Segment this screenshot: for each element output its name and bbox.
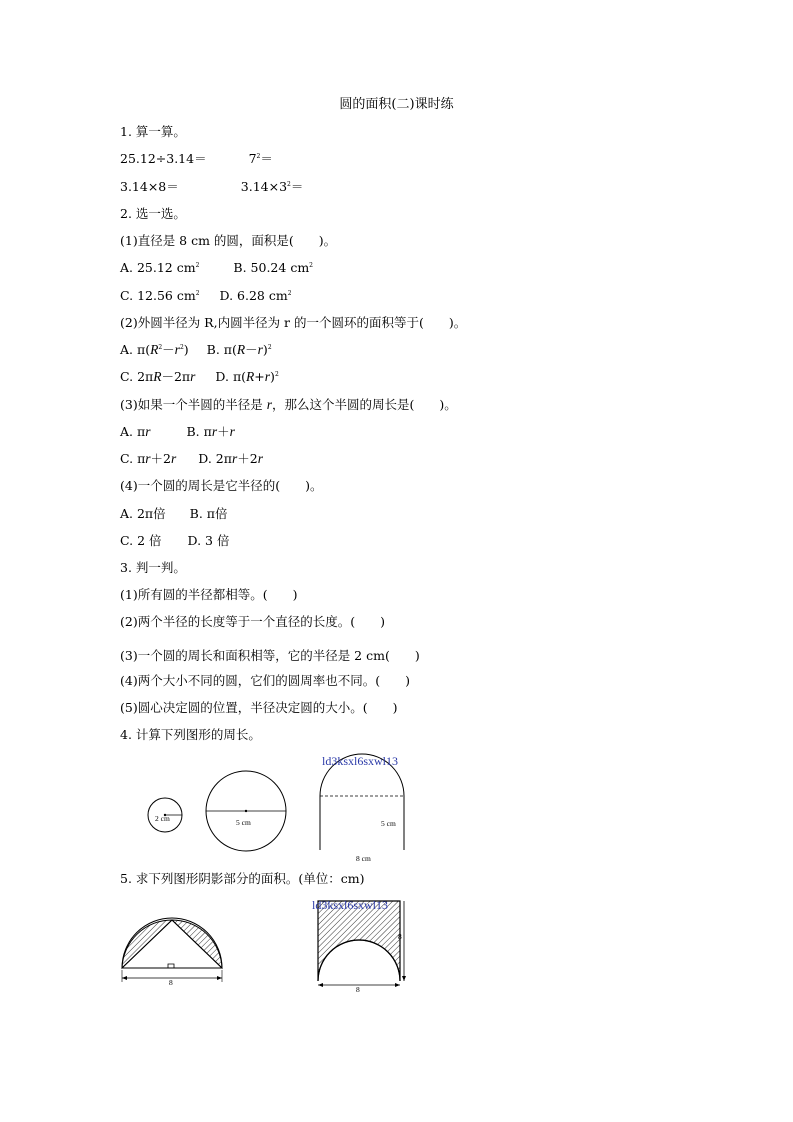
q3-item-1: (1)所有圆的半径都相等。( ): [120, 587, 298, 602]
q2-3-options-cd: [120, 451, 263, 467]
q2-4-question: (4)一个圆的周长是它半径的( )。: [120, 478, 323, 493]
q1-calc-b-equals: ＝: [260, 151, 273, 166]
q2-1-options-ab: A. 25.12 $cm^2$ B. 50.24 $cm^2$: [120, 260, 313, 275]
q2-4-option-c: C. 2 倍: [120, 533, 162, 548]
q2-3-options-ab: [120, 424, 235, 440]
q3-item-3: (3)一个圆的周长和面积相等，它的半径是 2 cm( ): [120, 648, 420, 663]
q2-2-option-d: D. $\pi(R+r)^2$: [215, 369, 279, 384]
q5-fig1-width-label: 8: [169, 978, 173, 987]
q2-2-question: (2)外圆半径为 R,内圆半径为 r 的一个圆环的面积等于( )。: [120, 315, 467, 330]
q4-heading: 4. 计算下列图形的周长。: [120, 727, 261, 742]
q1-calc-b-base: 7: [248, 151, 257, 166]
q4-fig3-width-label: 8 cm: [356, 854, 371, 863]
q2-4-options-ab: [120, 506, 228, 522]
q2-3-option-d: D. 2πr＋2r: [198, 451, 263, 466]
q3-item-4: (4)两个大小不同的圆，它们的圆周率也不同。( ): [120, 673, 410, 688]
q2-4-options-cd: [120, 533, 229, 549]
q2-3-option-a: A. πr: [120, 424, 151, 439]
q4-figure-large-circle: [200, 765, 292, 857]
q3-item-5: (5)圆心决定圆的位置，半径决定圆的大小。( ): [120, 700, 398, 715]
q1-calc-a: 25.12÷3.14＝: [120, 151, 207, 166]
q5-fig2-watermark: ld3ksxl6sxwl13: [312, 898, 389, 912]
q2-4-option-a: A. 2π倍: [120, 506, 166, 521]
q2-2-options-ab: [120, 342, 272, 358]
q2-2-option-c: C. 2πR－2πr: [120, 369, 196, 384]
q1-calc-d-equals: ＝: [290, 179, 304, 194]
q2-3-question: (3)如果一个半圆的半径是 r，那么这个半圆的周长是( )。: [120, 397, 457, 412]
q5-heading: 5. 求下列图形阴影部分的面积。(单位：cm): [120, 871, 365, 886]
q1-heading: 1. 算一算。: [120, 124, 186, 139]
q3-heading: 3. 判一判。: [120, 560, 186, 575]
q2-1-option-a: A. 25.12 cm: [120, 260, 196, 275]
q2-1-option-d: D. 6.28 cm: [219, 288, 288, 303]
q4-fig1-radius-label: 2 cm: [155, 814, 170, 823]
q1-calc-row-1: [120, 151, 273, 167]
page-title: 圆的面积(二)课时练: [339, 97, 454, 112]
q5-figure-semicircle: [112, 912, 232, 992]
q2-2-options-cd: [120, 369, 279, 385]
q1-calc-c: 3.14×8＝: [120, 179, 179, 194]
q1-calc-row-2: [120, 179, 303, 195]
q1-calc-d-exponent: 2: [287, 181, 291, 188]
q2-1-option-b: B. 50.24 cm: [233, 260, 310, 275]
q2-1-question: (1)直径是 8 cm 的圆，面积是( )。: [120, 233, 337, 248]
q2-2-option-a: A. $\pi(R^2-r^2)$: [120, 342, 189, 357]
q5-figure-square-arch: [310, 893, 415, 993]
q1-calc-d: 3.14×3: [240, 179, 288, 194]
q4-fig3-watermark: ld3ksxl6sxwl13: [322, 754, 399, 768]
q2-4-option-b: B. π倍: [189, 506, 228, 521]
q3-item-2: (2)两个半径的长度等于一个直径的长度。( ): [120, 614, 385, 629]
q2-3-option-c: C. πr＋2r: [120, 451, 177, 466]
q2-4-option-d: D. 3 倍: [187, 533, 230, 548]
q2-1-option-c: C. 12.56 cm: [120, 288, 196, 303]
q4-fig3-height-label: 5 cm: [381, 819, 396, 828]
q2-heading: 2. 选一选。: [120, 206, 186, 221]
q5-fig2-height-label: 8: [398, 932, 402, 941]
q2-3-option-b: B. πr＋r: [186, 424, 235, 439]
q4-figure-arch: [312, 750, 412, 865]
q5-fig2-width-label: 8: [356, 985, 360, 993]
q2-1-options-cd: C. 12.56 $cm^2$ D. 6.28 $cm^2$: [120, 288, 292, 303]
q4-figure-small-circle: [140, 790, 190, 840]
q1-calc-b-exponent: 2: [256, 153, 261, 160]
q4-fig2-diameter-label: 5 cm: [236, 818, 251, 827]
q2-2-option-b: B. $\pi(R-r)^2$: [206, 342, 272, 357]
